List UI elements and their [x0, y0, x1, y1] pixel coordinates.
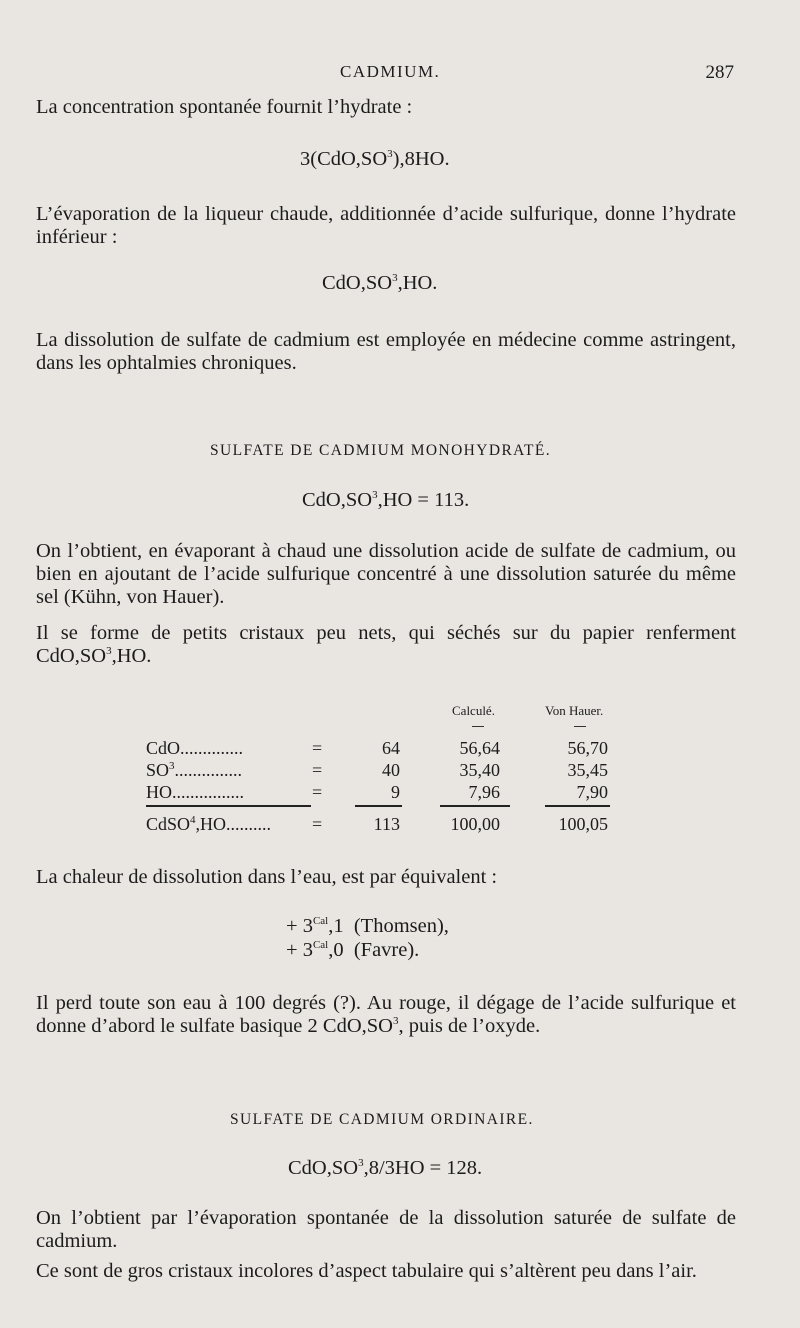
paragraph-concentration: La concentration spontanée fournit l’hydrate :: [36, 96, 413, 118]
paragraph-preparation-monohydrate: On l’obtient, en évaporant à chaud une dissolution acide de sulfate de cadmium, ou bien en ajoutant de l’acide sulfurique concentré à une dissolution saturée du même sel (Kühn, von Hauer).: [36, 540, 736, 608]
row-von-hauer: 35,45: [567, 760, 608, 780]
paragraph-decomposition: Il perd toute son eau à 100 degrés (?). Au rouge, il dégage de l’acide sulfurique et donne d’abord le sulfate basique 2 $CdO,SO^3$, puis de l’oxyde.: [36, 992, 736, 1037]
table-header-dash: [472, 726, 484, 727]
row-value: 113: [373, 814, 400, 834]
row-label: $SO^3$...............: [146, 760, 243, 780]
row-von-hauer: 56,70: [567, 738, 608, 758]
row-label: CdSO$^4$,HO..........: [146, 814, 272, 834]
row-value: 64: [382, 738, 400, 758]
row-calcule: 35,40: [459, 760, 500, 780]
paragraph-crystals-monohydrate: Il se forme de petits cristaux peu nets, qui séchés sur du papier renferment $CdO,SO^3,HO$.: [36, 622, 736, 667]
row-equals: =: [312, 782, 323, 802]
section-heading-monohydrate: SULFATE DE CADMIUM MONOHYDRATÉ.: [210, 442, 552, 459]
row-equals: =: [312, 738, 323, 758]
table-row: [146, 760, 616, 782]
paragraph-preparation-ordinaire: On l’obtient par l’évaporation spontanée de la dissolution saturée de sulfate de cadmium.: [36, 1207, 736, 1252]
paragraph-evaporation: L’évaporation de la liqueur chaude, additionnée d’acide sulfurique, donne l’hydrate inférieur :: [36, 203, 736, 248]
table-total-row: [146, 814, 616, 836]
section-heading-ordinaire: SULFATE DE CADMIUM ORDINAIRE.: [230, 1111, 534, 1128]
paragraph-crystals-ordinaire: Ce sont de gros cristaux incolores d’aspect tabulaire qui s’altèrent peu dans l’air.: [36, 1260, 697, 1282]
total-rule: [355, 805, 402, 807]
paragraph-heat-of-dissolution: La chaleur de dissolution dans l’eau, est par équivalent :: [36, 866, 498, 888]
row-label: CdO..............: [146, 738, 244, 758]
formula-ordinaire: $CdO,SO^3,8/3HO = 128$.: [288, 1157, 483, 1179]
running-title: CADMIUM.: [340, 62, 441, 81]
table-header-von-hauer: Von Hauer.: [545, 703, 604, 718]
row-von-hauer: 7,90: [576, 782, 608, 802]
formula-hydrate-8ho: $3(CdO,SO^3),8HO$.: [300, 148, 450, 170]
page-number: 287: [705, 62, 734, 83]
row-calcule: 100,00: [450, 814, 500, 834]
heat-value-favre: + $3^{Cal},0$ (Favre).: [286, 939, 420, 961]
row-value: 9: [391, 782, 400, 802]
table-header-dash: [574, 726, 586, 727]
formula-monohydrate: $CdO,SO^3,HO = 113$.: [302, 489, 470, 511]
row-equals: =: [312, 760, 323, 780]
row-equals: =: [312, 814, 323, 834]
total-rule: [146, 805, 311, 807]
formula-hydrate-ho: $CdO,SO^3,HO$.: [322, 272, 438, 294]
page-header: [0, 62, 800, 86]
table-row: [146, 782, 616, 804]
heat-value-thomsen: + $3^{Cal},1$ (Thomsen),: [286, 915, 449, 937]
table-row: [146, 738, 616, 760]
row-calcule: 7,96: [468, 782, 500, 802]
row-calcule: 56,64: [459, 738, 500, 758]
row-value: 40: [382, 760, 400, 780]
total-rule: [545, 805, 610, 807]
table-header-calcule: Calculé.: [452, 703, 495, 718]
row-label: HO................: [146, 782, 244, 802]
total-rule: [440, 805, 510, 807]
row-von-hauer: 100,05: [558, 814, 608, 834]
paragraph-medicine: La dissolution de sulfate de cadmium est employée en médecine comme astringent, dans les ophtalmies chroniques.: [36, 329, 736, 374]
